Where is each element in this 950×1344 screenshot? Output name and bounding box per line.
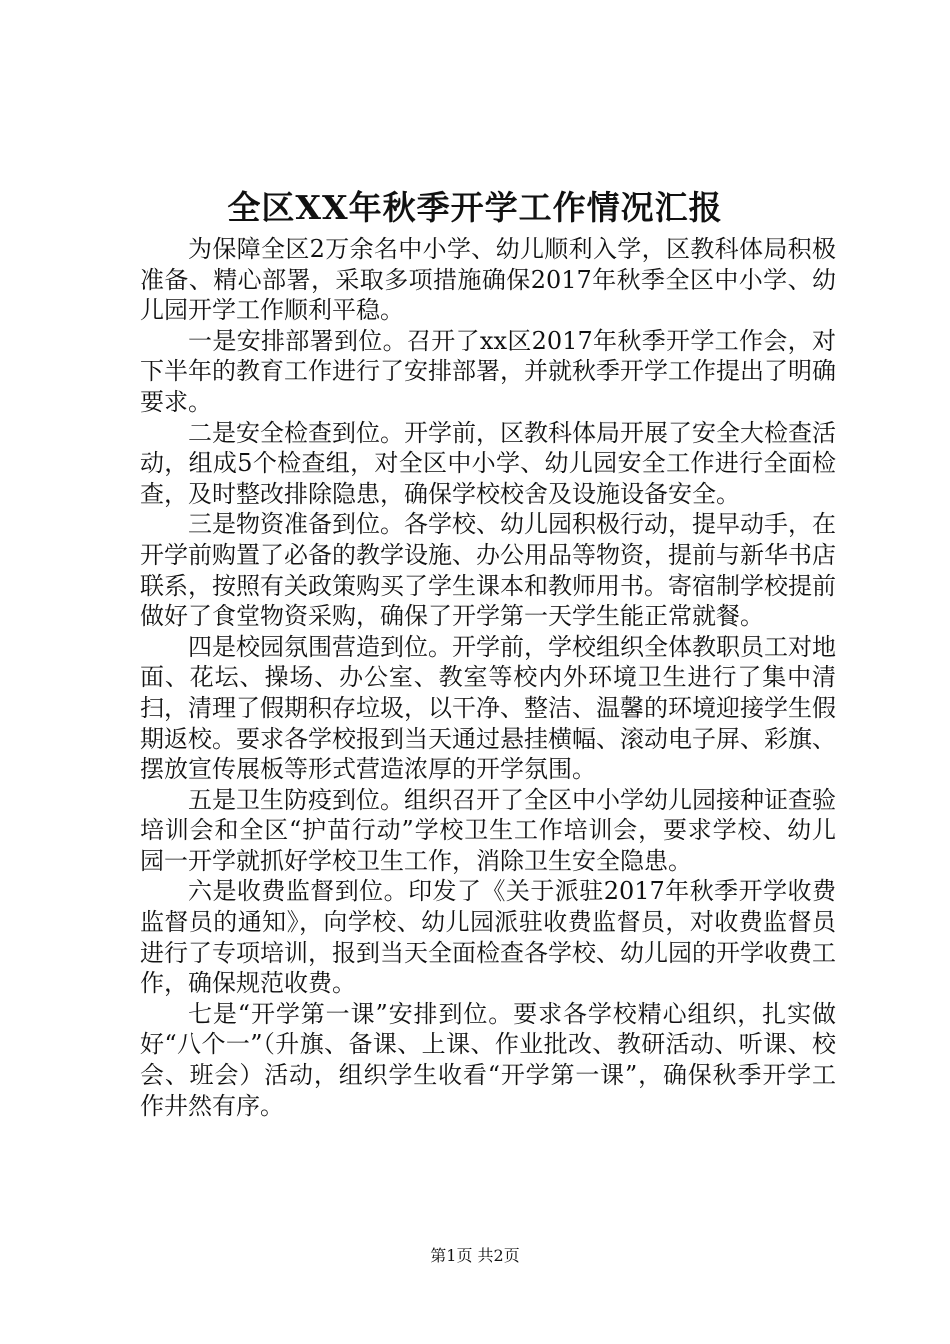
paragraph-supplies: 三是物资准备到位。各学校、幼儿园积极行动，提早动手，在开学前购置了必备的教学设施、办公用品等物资，提前与新华书店联系，按照有关政策购买了学生课本和教师用书。寄宿制学校提前做好了食堂物资采购，确保了开学第一天学生能正常就餐。 [140, 510, 836, 631]
paragraph-first-lesson: 七是“开学第一课”安排到位。要求各学校精心组织，扎实做好“八个一”（升旗、备课、上课、作业批改、教研活动、听课、校会、班会）活动，组织学生收看“开学第一课”，确保秋季开学工作井然有序。 [140, 999, 836, 1120]
paragraph-intro: 为保障全区2万余名中小学、幼儿顺利入学，区教科体局积极准备、精心部署，采取多项措施确保2017年秋季全区中小学、幼儿园开学工作顺利平稳。 [140, 235, 836, 325]
paragraph-deployment: 一是安排部署到位。召开了xx区2017年秋季开学工作会，对下半年的教育工作进行了安排部署，并就秋季开学工作提出了明确要求。 [140, 326, 836, 416]
paragraph-campus-atmosphere: 四是校园氛围营造到位。开学前，学校组织全体教职员工对地面、花坛、操场、办公室、教室等校内外环境卫生进行了集中清扫，清理了假期积存垃圾，以干净、整洁、温馨的环境迎接学生假期返校。要求各学校报到当天通过悬挂横幅、滚动电子屏、彩旗、摆放宣传展板等形式营造浓厚的开学氛围。 [140, 632, 836, 784]
document-body [140, 234, 836, 1121]
paragraph-safety-check: 二是安全检查到位。开学前，区教科体局开展了安全大检查活动，组成5个检查组，对全区中小学、幼儿园安全工作进行全面检查，及时整改排除隐患，确保学校校舍及设施设备安全。 [140, 418, 836, 508]
paragraph-hygiene: 五是卫生防疫到位。组织召开了全区中小学幼儿园接种证查验培训会和全区“护苗行动”学校卫生工作培训会，要求学校、幼儿园一开学就抓好学校卫生工作，消除卫生安全隐患。 [140, 785, 836, 875]
page-number-footer: 第1页 共2页 [430, 1246, 520, 1265]
paragraph-fee-supervision: 六是收费监督到位。印发了《关于派驻2017年秋季开学收费监督员的通知》，向学校、幼儿园派驻收费监督员，对收费监督员进行了专项培训，报到当天全面检查各学校、幼儿园的开学收费工作，确保规范收费。 [140, 877, 836, 998]
document-title: 全区XX年秋季开学工作情况汇报 [227, 188, 723, 227]
